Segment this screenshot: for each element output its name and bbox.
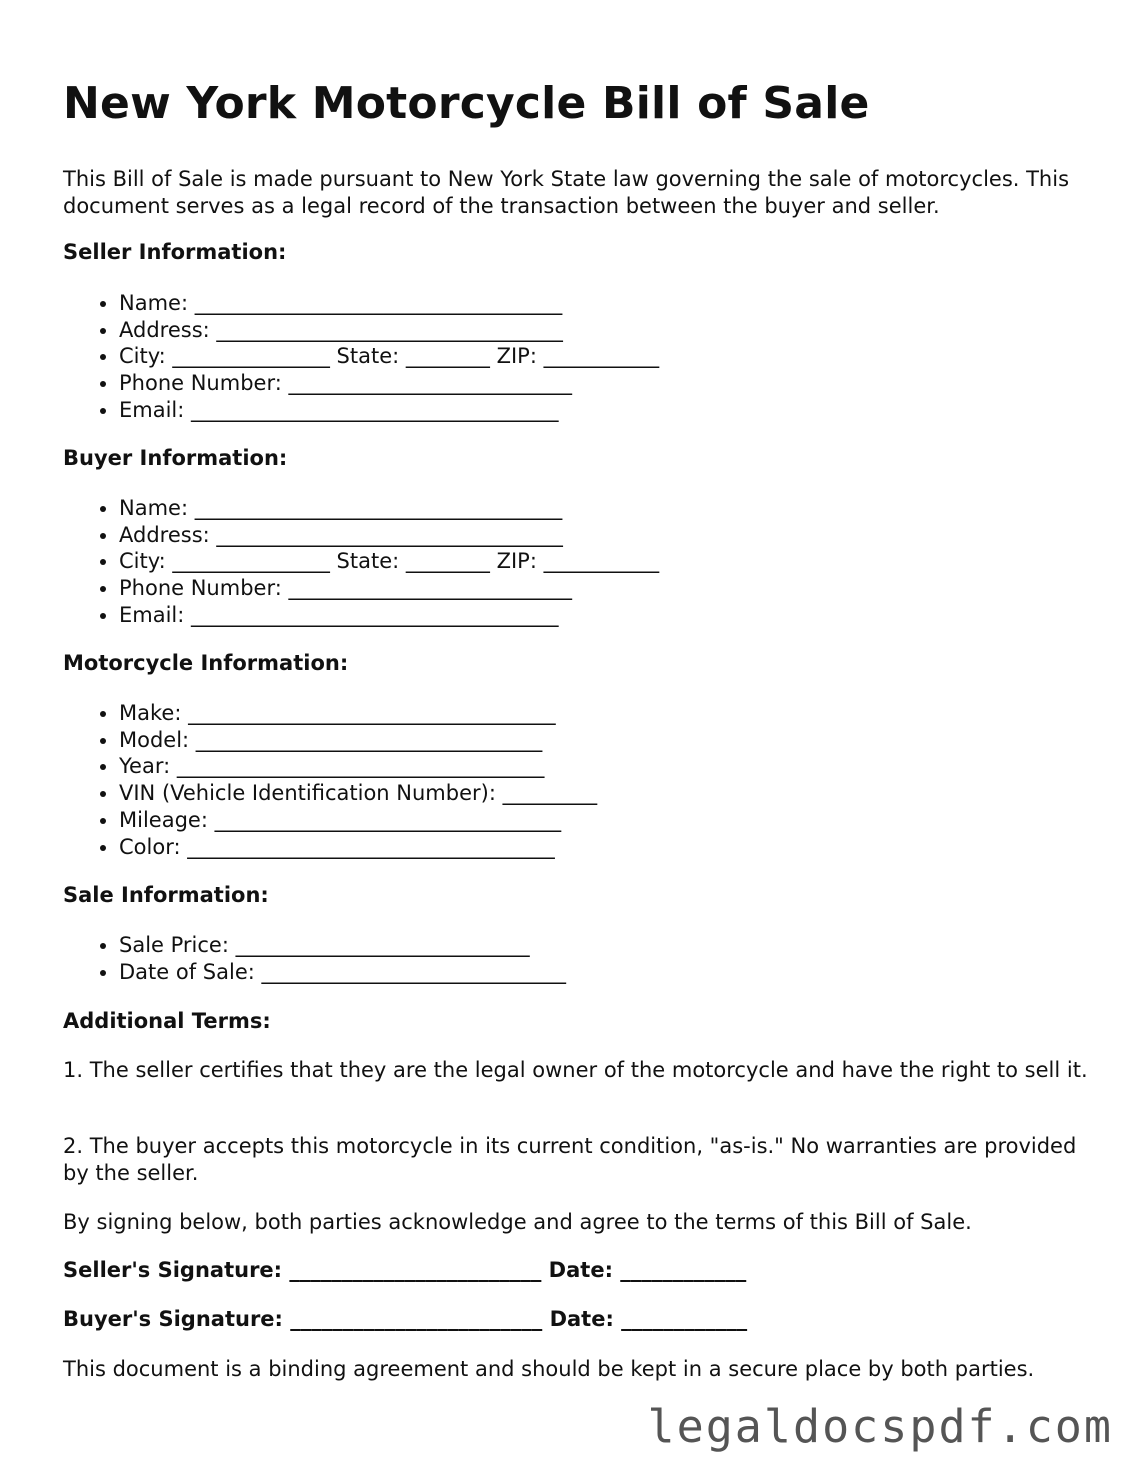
year-field: • Year: ___________________________________ [119,753,597,780]
buyer-city-state-zip-field: • City: _______________ State: ________ ZIP: ___________ [119,548,659,575]
seller-fields-list [91,290,659,424]
sale-price-field: • Sale Price: ____________________________ [119,932,566,959]
sale-fields-list [91,932,566,985]
seller-phone-field: • Phone Number: ___________________________ [119,370,659,397]
term-as-is: 2. The buyer accepts this motorcycle in its current condition, "as-is." No warranties are provided by the seller. [63,1134,1077,1185]
seller-section-heading: Seller Information: [63,240,287,264]
motorcycle-fields-list [91,700,597,860]
seller-address-field: • Address: _________________________________ [119,317,659,344]
color-field: • Color: ___________________________________ [119,834,597,861]
vin-field: • VIN (Vehicle Identification Number): _________ [119,780,597,807]
buyer-email-field: • Email: ___________________________________ [119,602,659,629]
document-title: New York Motorcycle Bill of Sale [63,78,870,129]
seller-city-state-zip-field: • City: _______________ State: ________ ZIP: ___________ [119,343,659,370]
date-of-sale-field: • Date of Sale: _____________________________ [119,959,566,986]
sale-section-heading: Sale Information: [63,883,269,907]
closing-statement: This document is a binding agreement and should be kept in a secure place by both parties. [63,1357,1035,1381]
buyer-address-field: • Address: _________________________________ [119,522,659,549]
model-field: • Model: _________________________________ [119,727,597,754]
buyer-signature-line: Buyer's Signature: ________________________ Date: ____________ [63,1307,748,1331]
watermark-logo: legaldocspdf.com [647,1400,1113,1453]
seller-name-field: • Name: ___________________________________ [119,290,659,317]
buyer-fields-list [91,495,659,629]
motorcycle-section-heading: Motorcycle Information: [63,651,349,675]
terms-section-heading: Additional Terms: [63,1009,271,1033]
buyer-section-heading: Buyer Information: [63,446,288,470]
buyer-name-field: • Name: ___________________________________ [119,495,659,522]
intro-paragraph: This Bill of Sale is made pursuant to New York State law governing the sale of motorcycles. This document serves as a legal record of the transaction between the buyer and seller. [63,167,1070,218]
seller-email-field: • Email: ___________________________________ [119,397,659,424]
buyer-phone-field: • Phone Number: ___________________________ [119,575,659,602]
term-ownership: 1. The seller certifies that they are the legal owner of the motorcycle and have the right to sell it. [63,1058,1088,1082]
make-field: • Make: ___________________________________ [119,700,597,727]
seller-signature-line: Seller's Signature: ________________________ Date: ____________ [63,1258,747,1282]
mileage-field: • Mileage: _________________________________ [119,807,597,834]
acknowledgement-text: By signing below, both parties acknowledge and agree to the terms of this Bill of Sale. [63,1210,972,1234]
